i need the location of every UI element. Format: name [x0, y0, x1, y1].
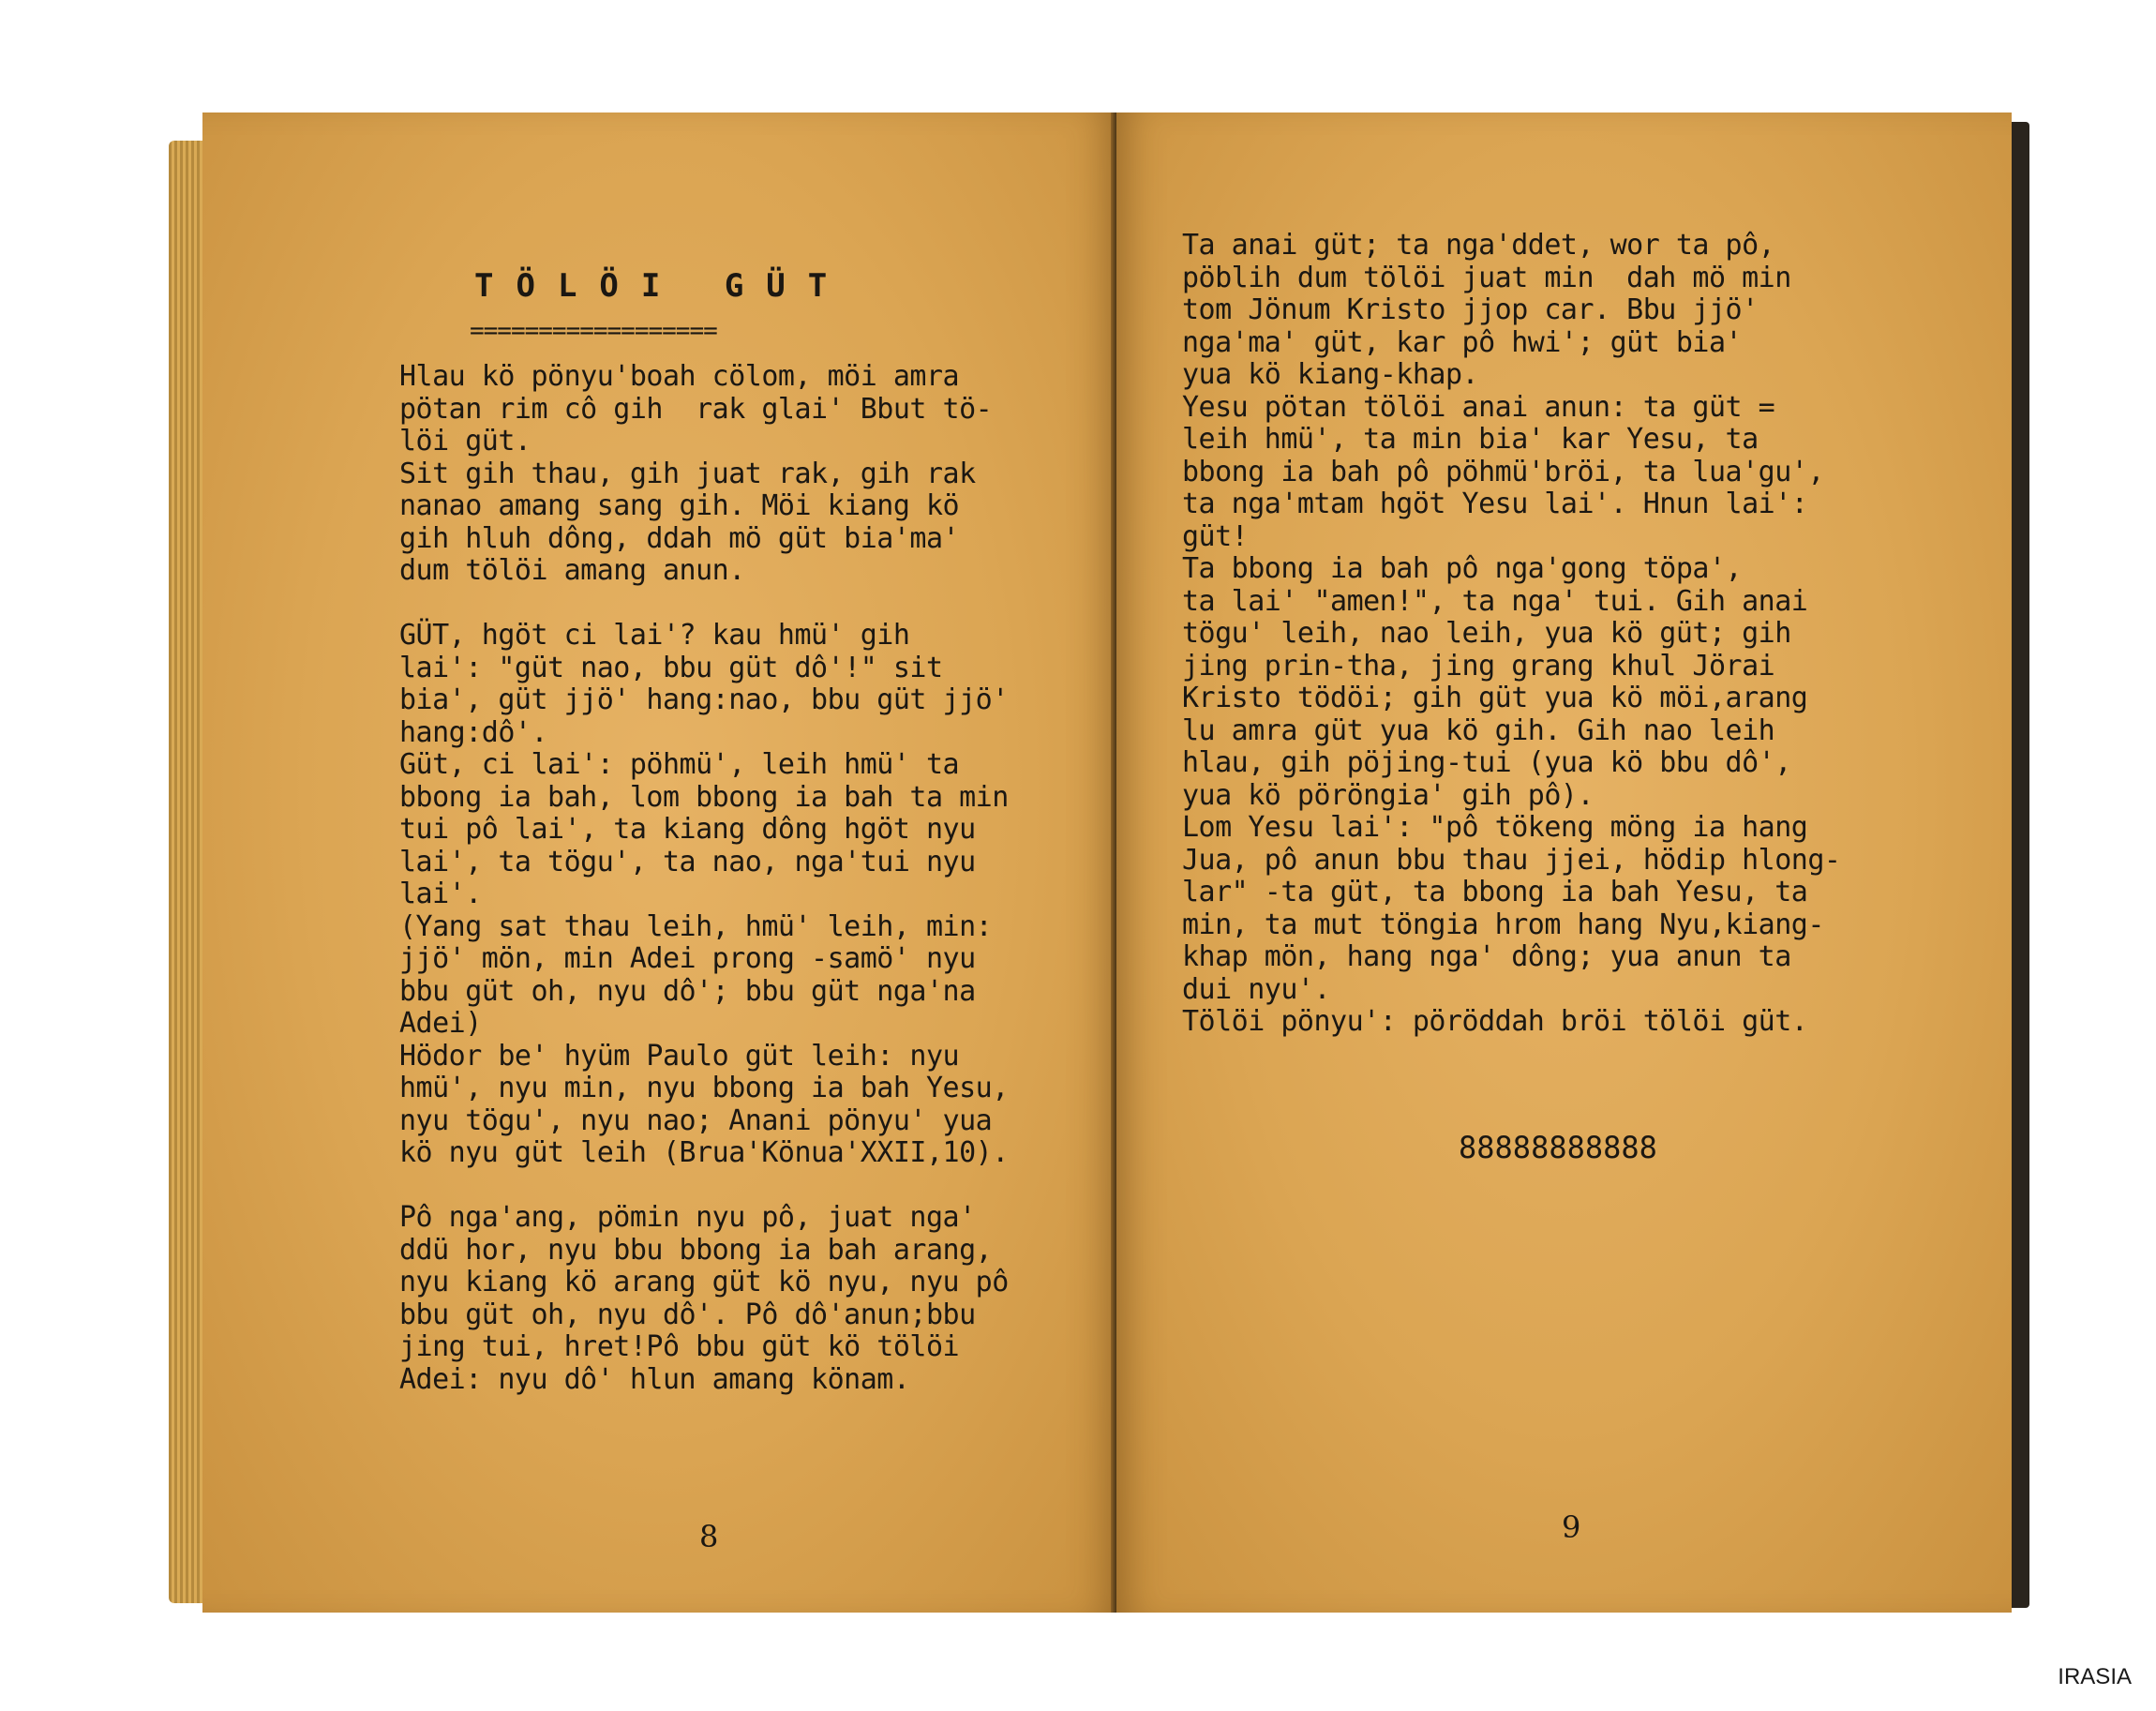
text-line: leih hmü', ta min bia' kar Yesu, ta [1182, 423, 1759, 456]
text-line: dum tölöi amang anun. [399, 554, 745, 587]
heading-underline: ================== [470, 317, 717, 345]
text-line: Hlau kö pönyu'boah cölom, möi amra [399, 360, 960, 393]
text-line: ddü hor, nyu bbu bbong ia bah arang, [399, 1233, 993, 1267]
text-line: Lom Yesu lai': "pô tökeng möng ia hang [1182, 811, 1808, 844]
text-line: jing tui, hret!Pô bbu güt kö tölöi [399, 1330, 960, 1363]
text-line: Güt, ci lai': pöhmü', leih hmü' ta [399, 748, 960, 781]
text-line: Ta bbong ia bah pô nga'gong töpa', [1182, 552, 1743, 585]
text-line: dui nyu'. [1182, 972, 1331, 1006]
text-line: bbong ia bah pô pöhmü'bröi, ta lua'gu', [1182, 455, 1824, 488]
section-end-ornament: 88888888888 [1459, 1130, 1657, 1165]
text-line: hmü', nyu min, nyu bbong ia bah Yesu, [399, 1072, 1009, 1104]
text-line: tom Jönum Kristo jjop car. Bbu jjö' [1182, 293, 1759, 326]
text-line: pöblih dum tölöi juat min dah mö min [1182, 261, 1791, 294]
text-line: lar" -ta güt, ta bbong ia bah Yesu, ta [1182, 876, 1808, 908]
left-page-body [399, 361, 1009, 1396]
text-line: lai'. [399, 878, 482, 910]
text-line: ta nga'mtam hgöt Yesu lai'. Hnun lai': [1182, 488, 1808, 520]
text-line: (Yang sat thau leih, hmü' leih, min: [399, 909, 993, 943]
section-heading: TÖLÖI GÜT [474, 267, 850, 305]
text-line: Tölöi pönyu': pöröddah bröi tölöi güt. [1182, 1005, 1808, 1038]
text-line: gih hluh dông, ddah mö güt bia'ma' [399, 521, 960, 555]
text-line [399, 1170, 1009, 1203]
text-line: bbu güt oh, nyu dô'; bbu güt nga'na [399, 974, 976, 1008]
text-line: yua kö pöröngia' gih pô). [1182, 778, 1595, 812]
text-line: jing prin-tha, jing grang khul Jörai [1182, 649, 1775, 683]
text-line: Ta anai güt; ta nga'ddet, wor ta pô, [1182, 229, 1775, 262]
text-line: bbong ia bah, lom bbong ia bah ta min [399, 780, 1009, 814]
text-line: güt! [1182, 519, 1249, 553]
right-page [1116, 113, 2012, 1613]
text-line: hlau, gih pöjing-tui (yua kö bbu dô', [1182, 746, 1791, 779]
text-line [399, 588, 1009, 621]
text-line: bia', güt jjö' hang:nao, bbu güt jjö' [399, 683, 1009, 716]
text-line: lai', ta tögu', ta nao, nga'tui nyu [399, 845, 976, 878]
text-line: lu amra güt yua kö gih. Gih nao leih [1182, 713, 1775, 747]
text-line: min, ta mut töngia hrom hang Nyu,kiang- [1182, 908, 1824, 941]
text-line: bbu güt oh, nyu dô'. Pô dô'anun;bbu [399, 1298, 976, 1331]
text-line: yua kö kiang-khap. [1182, 358, 1479, 391]
text-line: Adei: nyu dô' hlun amang könam. [399, 1362, 910, 1396]
text-line: Adei) [399, 1007, 482, 1040]
text-line: jjö' mön, min Adei prong -samö' nyu [399, 942, 976, 975]
text-line: nyu kiang kö arang güt kö nyu, nyu pô [399, 1266, 1009, 1298]
text-line: lai': "güt nao, bbu güt dô'!" sit [399, 651, 943, 684]
text-line: khap mön, hang nga' dông; yua anun ta [1182, 940, 1791, 973]
text-line: tui pô lai', ta kiang dông hgöt nyu [399, 813, 976, 846]
right-page-body [1182, 230, 1840, 1039]
text-line: ta lai' "amen!", ta nga' tui. Gih anai [1182, 584, 1808, 618]
text-line: GÜT, hgöt ci lai'? kau hmü' gih [399, 619, 910, 652]
text-line: pötan rim cô gih rak glai' Bbut tö- [399, 392, 993, 426]
text-line: Pô nga'ang, pömin nyu pô, juat nga' [399, 1201, 976, 1234]
text-line: nyu tögu', nyu nao; Anani pönyu' yua [399, 1103, 993, 1137]
open-booklet [169, 113, 2029, 1622]
text-line: hang:dô'. [399, 715, 548, 749]
page-number-right: 9 [1562, 1509, 1581, 1545]
source-watermark: IRASIA [2058, 1664, 2132, 1689]
text-line: nanao amang sang gih. Möi kiang kö [399, 489, 960, 522]
text-line: Jua, pô anun bbu thau jjei, hödip hlong- [1182, 843, 1841, 877]
text-line: nga'ma' güt, kar pô hwi'; güt bia' [1182, 325, 1743, 359]
text-line: Hödor be' hyüm Paulo güt leih: nyu [399, 1039, 960, 1073]
page-number-left: 8 [699, 1519, 719, 1554]
text-line: Kristo tödöi; gih güt yua kö möi,arang [1182, 682, 1808, 714]
text-line: löi güt. [399, 425, 532, 458]
text-line: Yesu pötan tölöi anai anun: ta güt = [1182, 390, 1775, 424]
text-line: Sit gih thau, gih juat rak, gih rak [399, 457, 976, 490]
text-line: kö nyu güt leih (Brua'Könua'XXII,10). [399, 1136, 1009, 1169]
text-line: tögu' leih, nao leih, yua kö güt; gih [1182, 617, 1791, 650]
left-page [202, 113, 1116, 1613]
back-cover-edge [2009, 122, 2029, 1608]
